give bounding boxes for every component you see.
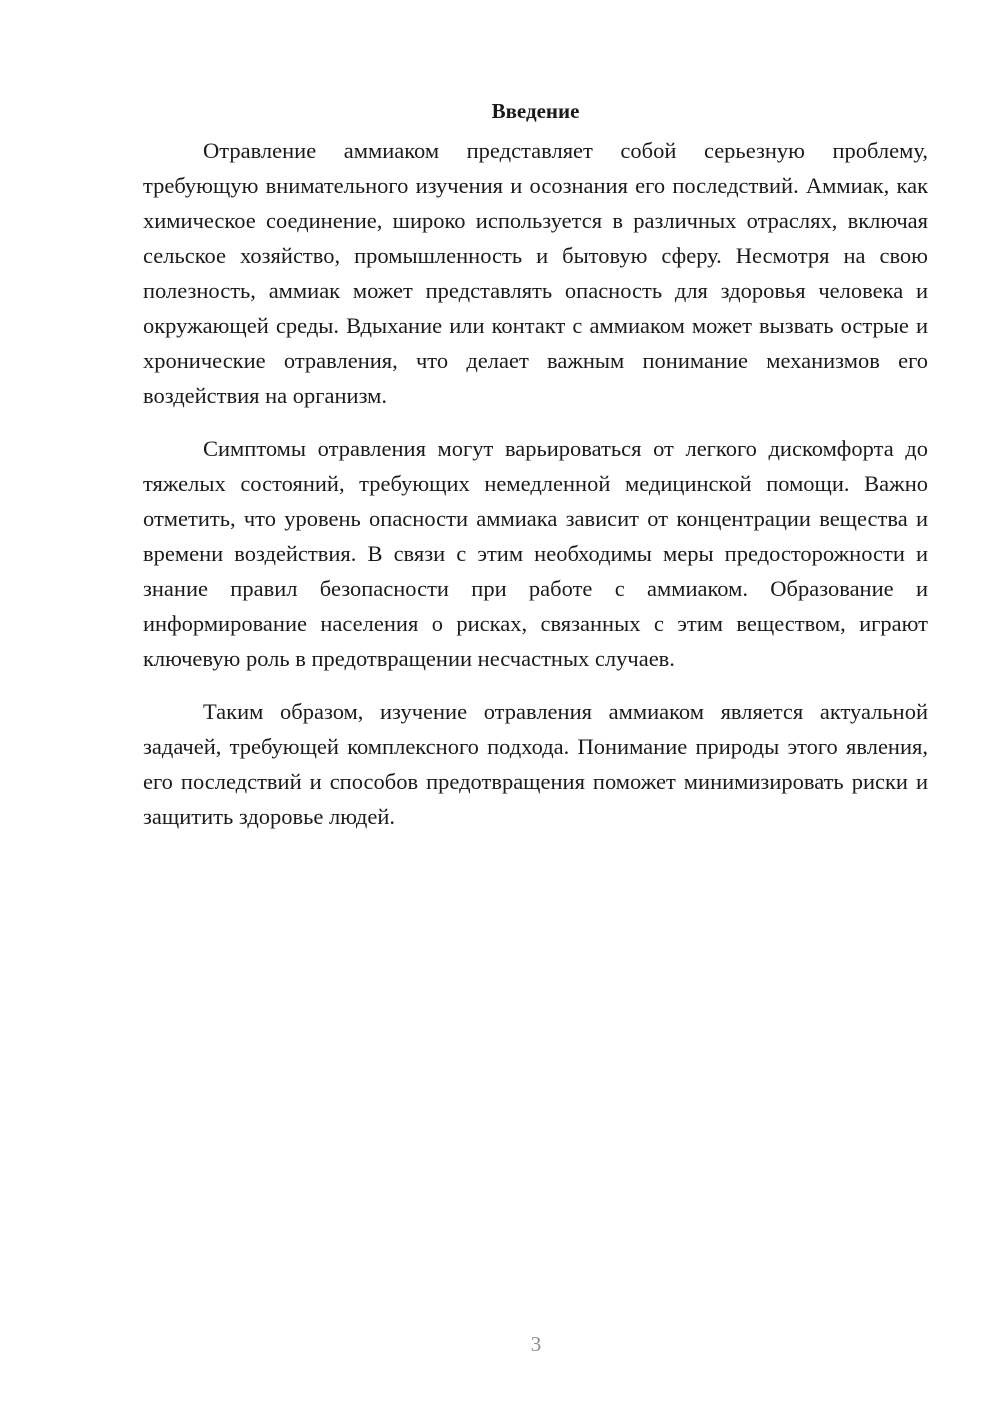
paragraph-1: Отравление аммиаком представляет собой серьезную проблему, требующую внимательного изучения и осознания его последствий. Аммиак, как химическое соединение, широко используется в различных отраслях, включая сельское хозяйство, промышленность и бытовую сферу. Несмотря на свою полезность, аммиак может представлять опасность для здоровья человека и окружающей среды. Вдыхание или контакт с аммиаком может вызвать острые и хронические отравления, что делает важным понимание механизмов его воздействия на организм. — [143, 138, 928, 408]
section-heading: Введение — [491, 99, 580, 123]
page-content — [143, 96, 928, 852]
page-number: 3 — [530, 1332, 542, 1356]
paragraph-3: Таким образом, изучение отравления аммиаком является актуальной задачей, требующей комплексного подхода. Понимание природы этого явления, его последствий и способов предотвращения поможет минимизировать риски и защитить здоровье людей. — [143, 699, 928, 829]
paragraph-2: Симптомы отравления могут варьироваться от легкого дискомфорта до тяжелых состояний, требующих немедленной медицинской помощи. Важно отметить, что уровень опасности аммиака зависит от концентрации вещества и времени воздействия. В связи с этим необходимы меры предосторожности и знание правил безопасности при работе с аммиаком. Образование и информирование населения о рисках, связанных с этим веществом, играют ключевую роль в предотвращении несчастных случаев. — [143, 436, 928, 671]
